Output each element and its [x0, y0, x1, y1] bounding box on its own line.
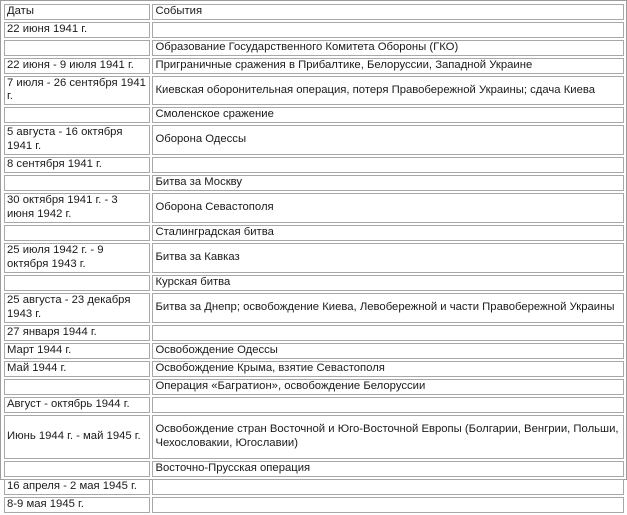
header-date: Даты	[4, 4, 150, 20]
event-cell: Сталинградская битва	[152, 225, 624, 241]
event-cell	[152, 497, 624, 513]
event-cell	[152, 325, 624, 341]
date-cell: 25 июля 1942 г. - 9 октября 1943 г.	[4, 243, 150, 273]
table-row	[4, 275, 624, 291]
date-cell: 8-9 мая 1945 г.	[4, 497, 150, 513]
table-row	[4, 225, 624, 241]
date-cell: 25 августа - 23 декабря 1943 г.	[4, 293, 150, 323]
event-cell: Битва за Кавказ	[152, 243, 624, 273]
event-cell: Битва за Москву	[152, 175, 624, 191]
table-row	[4, 343, 624, 359]
table-row	[4, 175, 624, 191]
event-cell: Приграничные сражения в Прибалтике, Белоруссии, Западной Украине	[152, 58, 624, 74]
event-cell: Освобождение Одессы	[152, 343, 624, 359]
event-cell: Образование Государственного Комитета Обороны (ГКО)	[152, 40, 624, 56]
date-cell: 22 июня 1941 г.	[4, 22, 150, 38]
table-row	[4, 479, 624, 495]
header-event: События	[152, 4, 624, 20]
event-cell: Оборона Севастополя	[152, 193, 624, 223]
table-row	[4, 157, 624, 173]
table-row	[4, 58, 624, 74]
date-cell: 22 июня - 9 июля 1941 г.	[4, 58, 150, 74]
table-row	[4, 107, 624, 123]
event-cell: Курская битва	[152, 275, 624, 291]
table-row	[4, 325, 624, 341]
table-row	[4, 379, 624, 395]
date-cell	[4, 461, 150, 477]
table-row	[4, 397, 624, 413]
date-cell	[4, 175, 150, 191]
table-row	[4, 415, 624, 459]
table-row	[4, 22, 624, 38]
date-cell: Июнь 1944 г. - май 1945 г.	[4, 415, 150, 459]
date-cell	[4, 379, 150, 395]
date-cell	[4, 107, 150, 123]
date-cell: 27 января 1944 г.	[4, 325, 150, 341]
table-row	[4, 40, 624, 56]
table-row	[4, 497, 624, 513]
table-row	[4, 243, 624, 273]
date-cell: 16 апреля - 2 мая 1945 г.	[4, 479, 150, 495]
date-cell: 7 июля - 26 сентября 1941 г.	[4, 76, 150, 105]
event-cell: Битва за Днепр; освобождение Киева, Левобережной и части Правобережной Украины	[152, 293, 624, 323]
date-cell: 5 августа - 16 октября 1941 г.	[4, 125, 150, 155]
event-cell: Освобождение Крыма, взятие Севастополя	[152, 361, 624, 377]
date-cell	[4, 225, 150, 241]
date-cell: 8 сентября 1941 г.	[4, 157, 150, 173]
date-cell	[4, 40, 150, 56]
table-row	[4, 76, 624, 105]
event-cell	[152, 22, 624, 38]
event-cell: Киевская оборонительная операция, потеря Правобережной Украины; сдача Киева	[152, 76, 624, 105]
event-cell: Смоленское сражение	[152, 107, 624, 123]
table-row	[4, 193, 624, 223]
table-row	[4, 293, 624, 323]
table-header-row	[4, 4, 624, 20]
date-cell: 30 октября 1941 г. - 3 июня 1942 г.	[4, 193, 150, 223]
date-cell: Май 1944 г.	[4, 361, 150, 377]
event-cell: Оборона Одессы	[152, 125, 624, 155]
date-cell: Август - октябрь 1944 г.	[4, 397, 150, 413]
events-table	[2, 2, 626, 515]
event-cell: Восточно-Прусская операция	[152, 461, 624, 477]
event-cell	[152, 397, 624, 413]
table-row	[4, 461, 624, 477]
table-row	[4, 361, 624, 377]
event-cell	[152, 157, 624, 173]
table-row	[4, 125, 624, 155]
event-cell	[152, 479, 624, 495]
event-cell: Освобождение стран Восточной и Юго-Восточной Европы (Болгарии, Венгрии, Польши, Чехословакии, Югославии)	[152, 415, 624, 459]
date-cell	[4, 275, 150, 291]
event-cell: Операция «Багратион», освобождение Белоруссии	[152, 379, 624, 395]
date-cell: Март 1944 г.	[4, 343, 150, 359]
